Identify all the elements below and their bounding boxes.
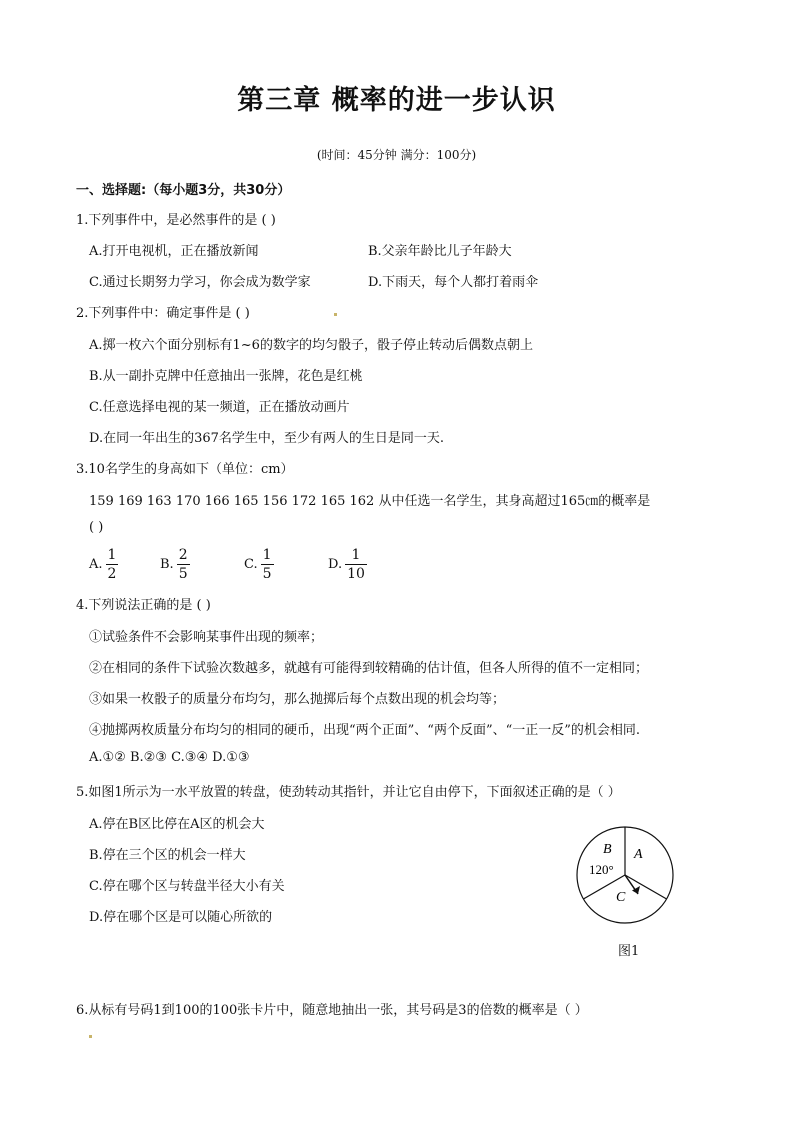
question-2-option-d: D.在同一年出生的367名学生中，至少有两人的生日是同一天.: [89, 431, 445, 446]
fraction: [261, 546, 274, 583]
question-3-option-d: [328, 546, 367, 583]
question-3-option-c: [244, 546, 274, 583]
fraction: [106, 546, 119, 583]
question-2-stem: 2.下列事件中：确定事件是 ( ): [76, 306, 250, 321]
question-4-stem: 4.下列说法正确的是 ( ): [76, 598, 211, 613]
question-5-option-c: C.停在哪个区与转盘半径大小有关: [89, 879, 285, 894]
region-b-label: B: [603, 842, 612, 857]
question-3-answer-blank: ( ): [89, 520, 104, 535]
denominator: 5: [262, 566, 272, 582]
denominator: 5: [178, 566, 188, 582]
divider-right: [625, 875, 667, 899]
stray-dot: [334, 313, 337, 316]
section-heading: 一、选择题:（每小题3分，共30分）: [76, 183, 291, 198]
region-c-label: C: [616, 890, 626, 905]
question-1-option-c: C.通过长期努力学习，你会成为数学家: [89, 275, 311, 290]
fraction: [177, 546, 190, 583]
option-label: B.: [160, 557, 174, 572]
stray-dot: [89, 1035, 92, 1038]
page-title: 第三章 概率的进一步认识: [237, 85, 556, 116]
exam-info: (时间：45分钟 满分：100分): [316, 148, 477, 162]
numerator: 2: [178, 547, 188, 563]
region-a-label: A: [634, 847, 643, 862]
question-1-option-a: A.打开电视机，正在播放新闻: [89, 244, 259, 259]
spinner-figure: [570, 820, 680, 930]
question-1-stem: 1.下列事件中，是必然事件的是 ( ): [76, 213, 276, 228]
question-1-option-b: B.父亲年龄比儿子年龄大: [368, 244, 512, 259]
option-label: A.: [89, 557, 103, 572]
angle-label: 120°: [589, 862, 614, 877]
denominator: 2: [107, 566, 117, 582]
numerator: 1: [107, 547, 117, 563]
numerator: 1: [351, 547, 361, 563]
question-4-statement-1: ①试验条件不会影响某事件出现的频率；: [89, 630, 324, 645]
question-2-option-b: B.从一副扑克牌中任意抽出一张牌，花色是红桃: [89, 369, 363, 384]
question-6-stem: 6.从标有号码1到100的100张卡片中，随意地抽出一张，其号码是3的倍数的概率是（ ）: [76, 1003, 588, 1018]
question-4-statement-3: ③如果一枚骰子的质量分布均匀，那么抛掷后每个点数出现的机会均等；: [89, 692, 506, 707]
figure-caption: 图1: [618, 944, 640, 959]
question-4-statement-4: ④抛掷两枚质量分布均匀的相同的硬币，出现“两个正面”、“两个反面”、“一正一反”的机会相同.: [89, 723, 641, 738]
question-2-option-c: C.任意选择电视的某一频道，正在播放动画片: [89, 400, 350, 415]
question-2-option-a: A.掷一枚六个面分别标有1~6的数字的均匀骰子，骰子停止转动后偶数点朝上: [89, 338, 533, 353]
question-1-option-d: D.下雨天，每个人都打着雨伞: [368, 275, 539, 290]
question-5-option-b: B.停在三个区的机会一样大: [89, 848, 246, 863]
option-label: D.: [328, 557, 343, 572]
question-3-heights: 159 169 163 170 166 165 156 172 165 162 从中任选一名学生，其身高超过165㎝的概率是: [89, 494, 651, 509]
denominator: 10: [347, 566, 365, 582]
question-3-stem: 3.10名学生的身高如下（单位：cm）: [76, 462, 294, 477]
question-3-option-a: [89, 546, 118, 583]
question-4-options: A.①② B.②③ C.③④ D.①③: [89, 750, 250, 765]
option-label: C.: [244, 557, 258, 572]
numerator: 1: [262, 547, 272, 563]
question-5-stem: 5.如图1所示为一水平放置的转盘，使劲转动其指针，并让它自由停下，下面叙述正确的是（ ）: [76, 785, 621, 800]
question-5-option-d: D.停在哪个区是可以随心所欲的: [89, 910, 273, 925]
question-3-option-b: [160, 546, 190, 583]
fraction: [345, 546, 367, 583]
question-5-option-a: A.停在B区比停在A区的机会大: [89, 817, 265, 832]
question-4-statement-2: ②在相同的条件下试验次数越多，就越有可能得到较精确的估计值，但各人所得的值不一定相同；: [89, 661, 649, 676]
